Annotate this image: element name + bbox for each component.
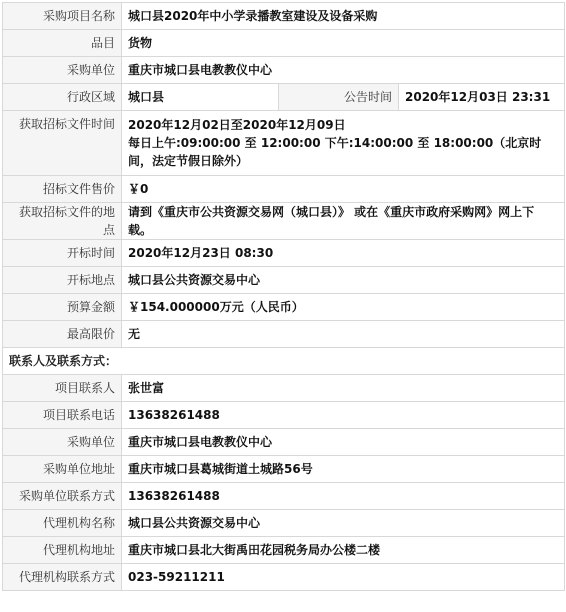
- project-contact-value: 张世富: [122, 375, 565, 402]
- announce-time-value: 2020年12月03日 23:31: [399, 84, 565, 111]
- doc-time-hours: 每日上午:09:00:00 至 12:00:00 下午:14:00:00 至 18:00:00（北京时间，法定节假日除外）: [128, 136, 542, 168]
- project-contact-label: 项目联系人: [3, 375, 122, 402]
- open-time-value: 2020年12月23日 08:30: [122, 240, 565, 267]
- agency-value: 城口县公共资源交易中心: [122, 510, 565, 537]
- contact-purchaser-label: 采购单位: [3, 429, 122, 456]
- purchaser-phone-label: 采购单位联系方式: [3, 483, 122, 510]
- doc-time-dates: 2020年12月02日至2020年12月09日: [128, 118, 346, 132]
- row-purchaser-address: [3, 456, 565, 483]
- region-label: 行政区域: [3, 84, 122, 111]
- row-doc-price: [3, 176, 565, 203]
- doc-place-label: 获取招标文件的地点: [3, 203, 122, 240]
- row-open-place: [3, 267, 565, 294]
- project-phone-label: 项目联系电话: [3, 402, 122, 429]
- row-doc-time: [3, 111, 565, 176]
- purchaser-address-label: 采购单位地址: [3, 456, 122, 483]
- open-time-label: 开标时间: [3, 240, 122, 267]
- row-category: [3, 30, 565, 57]
- row-open-time: [3, 240, 565, 267]
- row-contact-purchaser: [3, 429, 565, 456]
- announcement-table: [2, 2, 565, 591]
- row-region: [3, 84, 565, 111]
- doc-time-value: [122, 111, 565, 176]
- doc-price-value: ￥0: [122, 176, 565, 203]
- row-purchaser: [3, 57, 565, 84]
- row-purchaser-phone: [3, 483, 565, 510]
- row-agency: [3, 510, 565, 537]
- row-max-price: [3, 321, 565, 348]
- contact-purchaser-value: 重庆市城口县电教教仪中心: [122, 429, 565, 456]
- budget-value: ￥154.000000万元（人民币）: [122, 294, 565, 321]
- open-place-value: 城口县公共资源交易中心: [122, 267, 565, 294]
- project-name-label: 采购项目名称: [3, 3, 122, 30]
- row-budget: [3, 294, 565, 321]
- project-name-value: 城口县2020年中小学录播教室建设及设备采购: [122, 3, 565, 30]
- announce-time-label: 公告时间: [279, 84, 399, 111]
- row-contact-section: [3, 348, 565, 375]
- agency-label: 代理机构名称: [3, 510, 122, 537]
- row-project-name: [3, 3, 565, 30]
- agency-address-value: 重庆市城口县北大街禹田花园税务局办公楼二楼: [122, 537, 565, 564]
- agency-phone-value: 023-59211211: [122, 564, 565, 591]
- max-price-value: 无: [122, 321, 565, 348]
- doc-place-value: 请到《重庆市公共资源交易网（城口县）》 或在《重庆市政府采购网》网上下载。: [122, 203, 565, 240]
- announcement-page: [0, 2, 566, 612]
- row-agency-phone: [3, 564, 565, 591]
- agency-phone-label: 代理机构联系方式: [3, 564, 122, 591]
- row-agency-address: [3, 537, 565, 564]
- doc-time-label: 获取招标文件时间: [3, 111, 122, 176]
- region-value: 城口县: [122, 84, 279, 111]
- purchaser-phone-value: 13638261488: [122, 483, 565, 510]
- purchaser-value: 重庆市城口县电教教仪中心: [122, 57, 565, 84]
- purchaser-label: 采购单位: [3, 57, 122, 84]
- open-place-label: 开标地点: [3, 267, 122, 294]
- doc-price-label: 招标文件售价: [3, 176, 122, 203]
- row-project-contact: [3, 375, 565, 402]
- budget-label: 预算金额: [3, 294, 122, 321]
- purchaser-address-value: 重庆市城口县葛城街道土城路56号: [122, 456, 565, 483]
- project-phone-value: 13638261488: [122, 402, 565, 429]
- agency-address-label: 代理机构地址: [3, 537, 122, 564]
- category-value: 货物: [122, 30, 565, 57]
- row-project-phone: [3, 402, 565, 429]
- category-label: 品目: [3, 30, 122, 57]
- row-doc-place: [3, 203, 565, 240]
- max-price-label: 最高限价: [3, 321, 122, 348]
- contact-section-heading: 联系人及联系方式：: [3, 348, 565, 375]
